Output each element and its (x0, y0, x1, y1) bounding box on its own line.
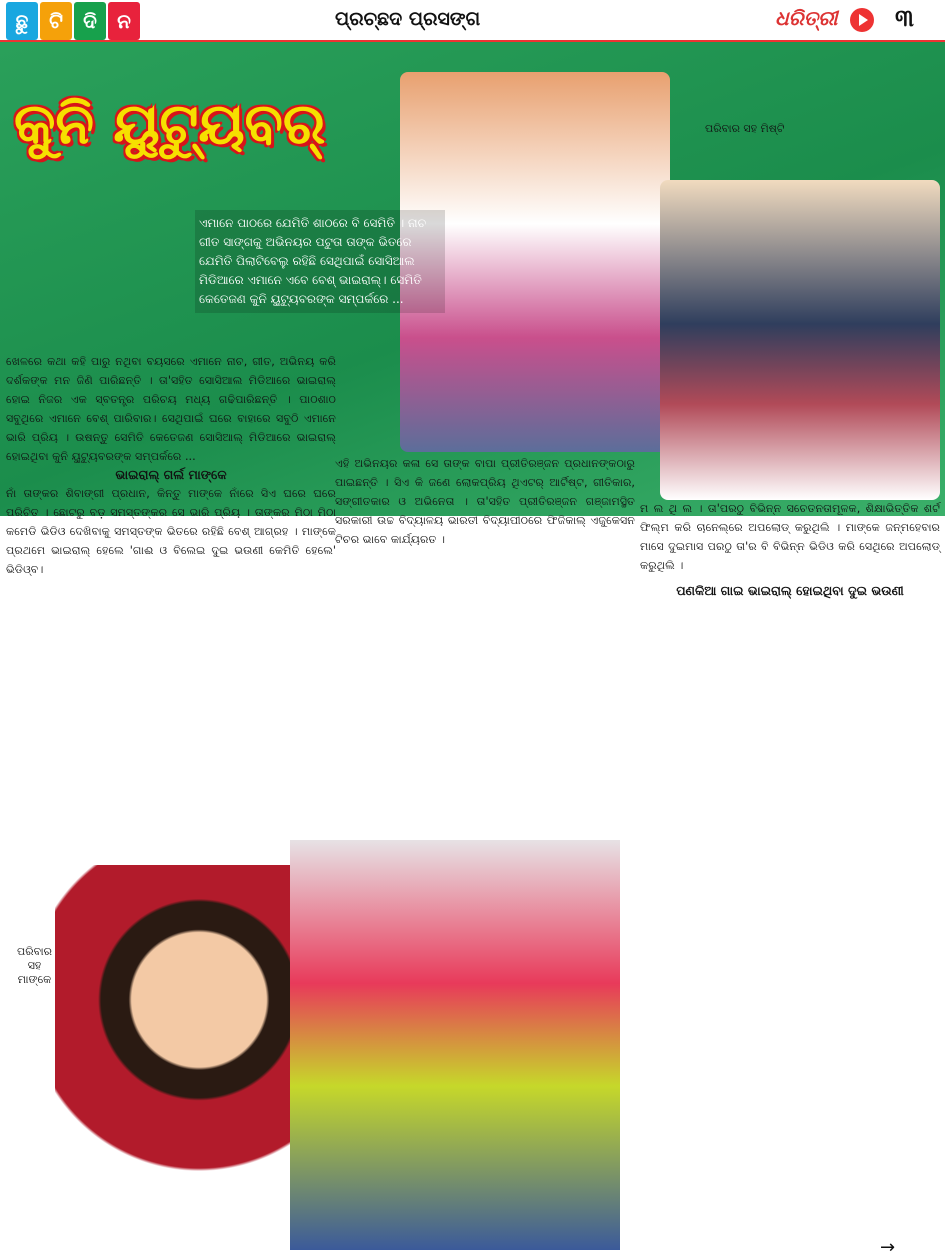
subheading: ପଣକିଆ ଗାଇ ଭାଇରାଲ୍ ହୋଇଥିବା ଦୁଇ ଭଉଣୀ (676, 582, 904, 598)
masthead-letter: ଟି (40, 2, 72, 40)
page-number: ୩ (895, 4, 914, 32)
brand-logo: ଧରିତ୍ରୀ (775, 6, 838, 30)
page-header (0, 0, 945, 42)
family-photo (660, 180, 940, 500)
masthead-letter: ନ (108, 2, 140, 40)
section-title: ପ୍ରଚ୍ଛଦ ପ୍ରସଙ୍ଗ (335, 8, 481, 30)
column-2: ଏହି ଅଭିନୟର କଳା ସେ ତାଙ୍କ ବାପା ପ୍ରୀତିରଞ୍ଜନ ପ୍ରଧାନଙ୍କଠାରୁ ପାଇଛନ୍ତି । ସିଏ କି ଜଣେ ଲୋକପ୍ରିୟ ଥିଏଟର୍ ଆର୍ଟିଷ୍ଟ, ଗୀତିକାର, ସଙ୍ଗୀତକାର ଓ ଅଭିନେତା । ତା'ସହିତ ପ୍ରୀତିରଞ୍ଜନ ଗଞ୍ଜାମସ୍ଥିତ ସରକାରୀ ଉଚ୍ଚ ବିଦ୍ୟାଳୟ ଭାରତୀ ବିଦ୍ୟାପୀଠରେ ଫିଜିକାଲ୍ ଏଜୁକେସନ ଟିଚର ଭାବେ କାର୍ଯ୍ୟରତ । (335, 457, 635, 546)
headline: କୁନି ୟୁଟ୍ୟୁବର୍ (14, 92, 326, 157)
photo-caption: ପରିବାର ସହ ମିଷ୍ଟି (705, 122, 785, 135)
column-3 (640, 500, 940, 601)
body-text: ଖେଳରେ କଥା କହି ପାରୁ ନଥିବା ବୟସରେ ଏମାନେ ନାଚ, ଗୀତ, ଅଭିନୟ କରି ଦର୍ଶକଙ୍କ ମନ ଜିଣି ପାରିଛନ୍ତି । ତା'ସହିତ ସୋସିଆଲ ମିଡିଆରେ ଭାଇରାଲ୍ ହୋଇ ନିଜର ଏକ ସ୍ବତନ୍ତ୍ର ପରିଚୟ ମଧ୍ୟ ଗଢିପାରିଛନ୍ତି । ପାଠଶାଠ ସବୁଥିରେ ଏମାନେ ବେଶ୍ ପାରିବାର। ସେଥିପାଇଁ ଘରେ ବାହାରେ ସବୁଠି ଏମାନେ ଭାରି ପ୍ରିୟ । ଉଷନ୍ତୁ ସେମିତି କେତେଜଣ ସୋସିଆଲ୍ ମିଡିଆରେ ଭାଇରାଲ୍ ହୋଇଥିବା କୁନି ୟୁଟ୍ୟୁବରଙ୍କ ସମ୍ପର୍କରେ ... (6, 355, 336, 463)
photo-caption: ପରିବାର ସହ ମାଙ୍କେ (17, 945, 52, 986)
masthead (6, 2, 140, 40)
family-photo (290, 840, 620, 1250)
column-1 (6, 353, 336, 580)
masthead-letter: ଦି (74, 2, 106, 40)
intro-text: ଏମାନେ ପାଠରେ ଯେମିତି ଶାଠରେ ବି ସେମିତି । ନାଚ ଗୀତ ସାଙ୍ଗକୁ ଅଭିନୟର ପଟୁତା ତାଙ୍କ ଭିତରେ ଯେମିତି ପିଲାଟିବେଲୁ ରହିଛି ସେଥିପାଇଁ ସୋସିଆଲ ମିଡିଆରେ ଏମାନେ ଏବେ ବେଶ୍ ଭାଇରାଲ୍। ସେମିତି କେତେଜଣ କୁନି ୟୁଟ୍ୟୁବରଙ୍କ ସମ୍ପର୍କରେ ... (195, 210, 445, 313)
masthead-letter: ଛୁ (6, 2, 38, 40)
subheading: ଭାଇରାଲ୍ ଗର୍ଲ ମାଙ୍କେ (115, 467, 227, 483)
arrow-icon: → (880, 1237, 896, 1255)
play-icon (850, 8, 874, 32)
body-text: ମ ଲ ଥି ଲ । ତା'ପରଠୁ ବିଭିନ୍ନ ସଚେତନତାମୂଳକ, ଶିକ୍ଷାଭିତ୍ତିକ ଶର୍ଟ ଫିଲ୍ମ କରି ଚାନେଲ୍ରେ ଅପଲୋଡ୍ କରୁଥିଲି । ମାଙ୍କେ ଜନ୍ମହେବାର ମାସେ ଦୁଇମାସ ପରଠୁ ତା'ର ବି ବିଭିନ୍ନ ଭିଡିଓ କରି ସେଥିରେ ଅପଲୋଡ୍ କରୁଥିଲି । (640, 502, 940, 572)
body-text: ନାଁ ତାଙ୍କର ଶିବାଙ୍ଗୀ ପ୍ରଧାନ, କିନ୍ତୁ ମାଙ୍କେ ନାଁରେ ସିଏ ଘରେ ଘରେ ପରିଚିତ । ଛୋଟରୁ ବଡ଼ ସମସ୍ତଙ୍କର ସେ ଭାରି ପ୍ରିୟ । ତାଙ୍କର ମିଠା ମିଠା କମେଡି ଭିଡିଓ ଦେଖିବାକୁ ସମସ୍ତଙ୍କ ଭିତରେ ରହିଛି ବେଶ୍ ଆଗ୍ରହ । ମାଙ୍କେ ପ୍ରଥମେ ଭାଇରାଲ୍ ହେଲେ 'ଗାଈ ଓ ବିଲେଇ ଦୁଇ ଭଉଣୀ କେମିତି ହେଲେ' ଭିଡିଓ୍ବ। (6, 487, 336, 576)
